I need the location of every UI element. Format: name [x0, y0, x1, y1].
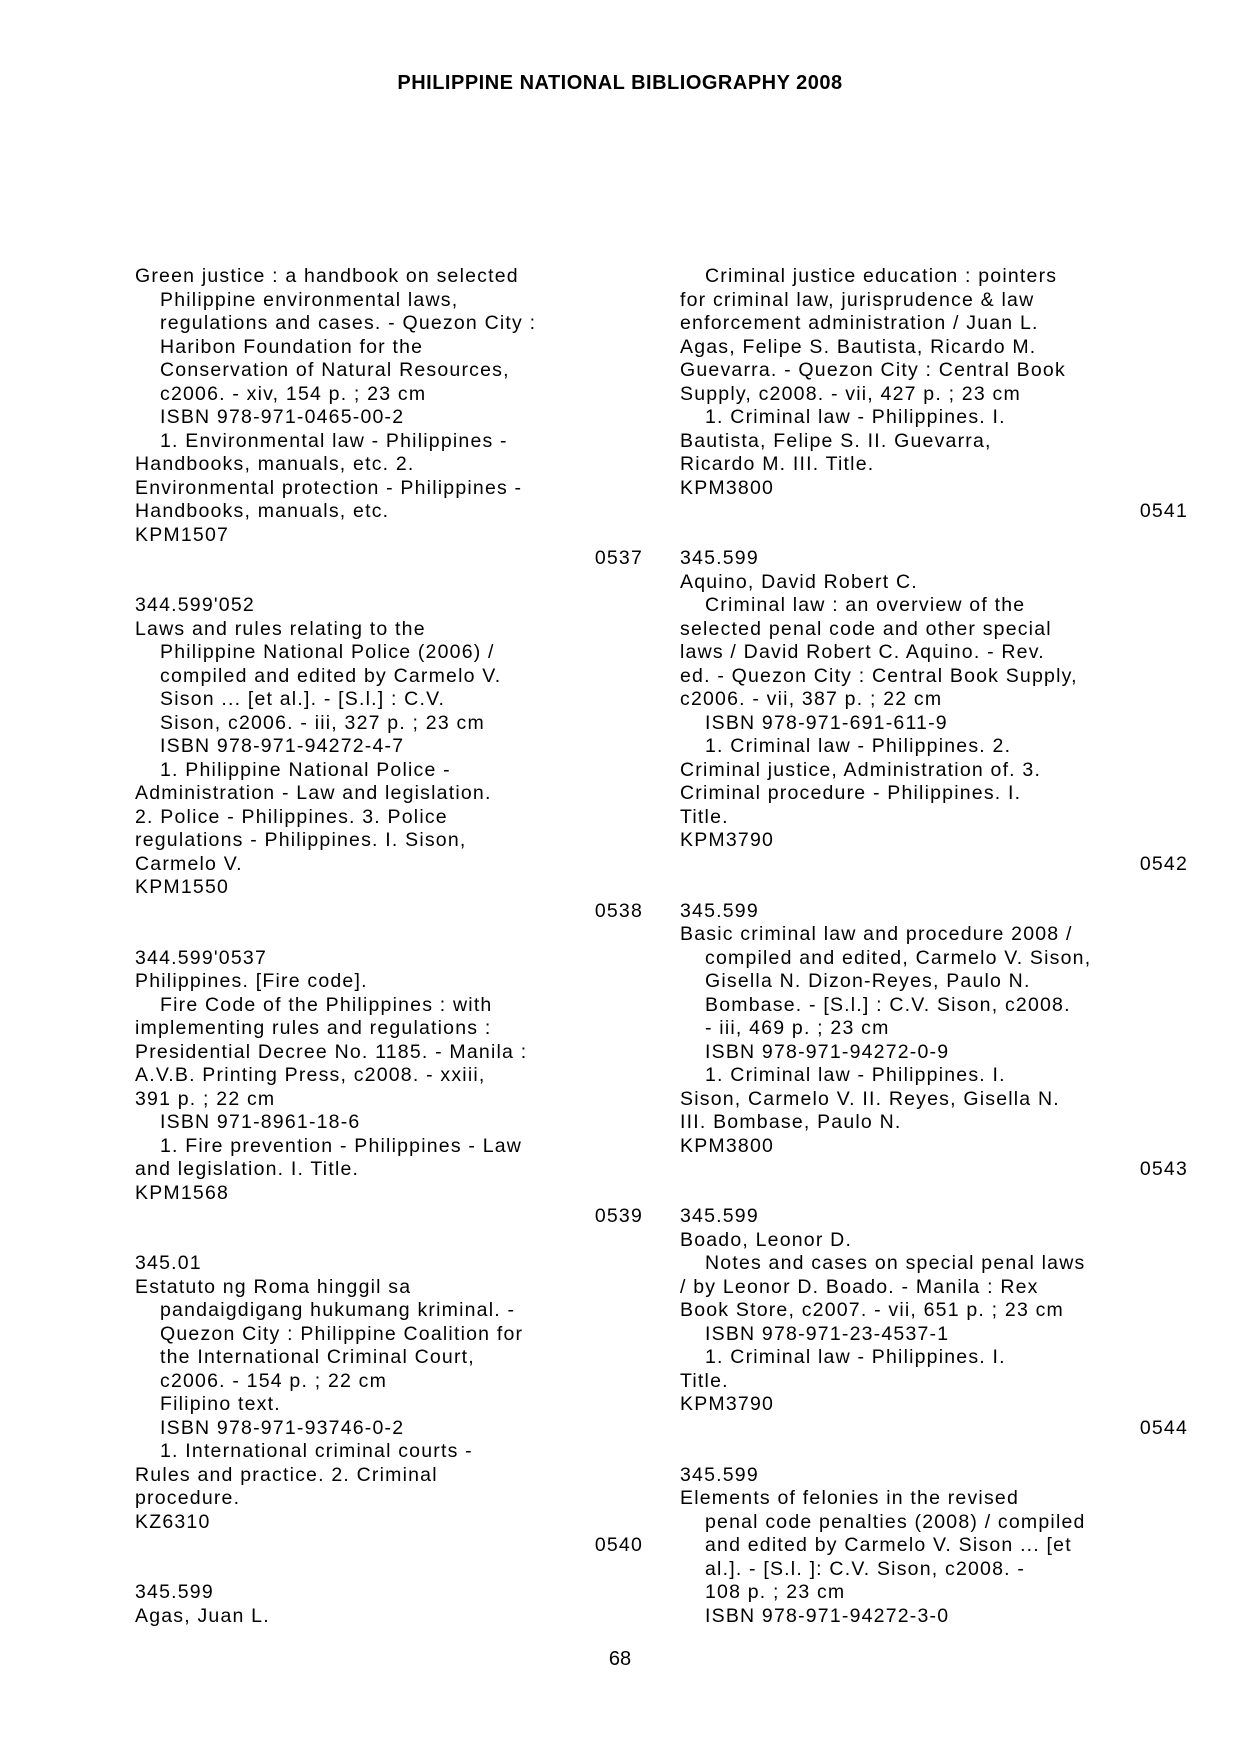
isbn: ISBN 978-971-691-611-9 — [705, 711, 948, 734]
subject-line: Handbooks, manuals, etc. — [135, 500, 390, 522]
subject-line: 1. Criminal law - Philippines. I. — [705, 1346, 1006, 1368]
subject-line: Title. — [680, 805, 729, 828]
bibliographic-entry — [680, 900, 1190, 1182]
bibliographic-entry — [680, 547, 1190, 876]
entry-line: for criminal law, jurisprudence & law — [680, 288, 1035, 311]
call-number: KPM1507 — [135, 523, 230, 546]
bibliographic-entry — [135, 1252, 645, 1558]
entry-line: Conservation of Natural Resources, — [160, 359, 510, 381]
entry-line: al.]. - [S.l. ]: C.V. Sison, c2008. - — [705, 1557, 1026, 1580]
classification-number: 344.599'0537 — [135, 946, 267, 969]
entry-number: 0538 — [594, 899, 643, 922]
entry-line: enforcement administration / Juan L. — [680, 312, 1039, 334]
call-number: KPM3800 — [680, 1134, 775, 1157]
isbn: ISBN 978-971-94272-3-0 — [705, 1604, 950, 1627]
entry-line: Philippine National Police (2006) / — [160, 641, 495, 663]
left-column — [135, 265, 645, 1652]
entry-line: Quezon City : Philippine Coalition for — [160, 1322, 524, 1345]
entry-line: regulations and cases. - Quezon City : — [160, 312, 537, 334]
entry-number: 0537 — [594, 547, 643, 569]
call-number: KZ6310 — [135, 1510, 211, 1533]
entry-line: Philippine environmental laws, — [160, 288, 459, 311]
entry-line: - iii, 469 p. ; 23 cm — [705, 1017, 890, 1039]
entry-line: c2006. - 154 p. ; 22 cm — [160, 1369, 388, 1392]
classification-number: 345.599 — [135, 1581, 214, 1603]
subject-line: 1. Environmental law - Philippines - — [160, 429, 508, 452]
subject-line: Criminal procedure - Philippines. I. — [680, 782, 1022, 804]
subject-line: Bautista, Felipe S. II. Guevarra, — [680, 429, 992, 452]
entry-number: 0542 — [1139, 852, 1188, 875]
entry-line: pandaigdigang hukumang kriminal. - — [160, 1299, 516, 1321]
subject-line: 1. Criminal law - Philippines. 2. — [705, 735, 1012, 757]
classification-number: 345.01 — [135, 1252, 202, 1274]
entry-line: Gisella N. Dizon-Reyes, Paulo N. — [705, 970, 1031, 992]
bibliographic-entry — [680, 1205, 1190, 1440]
subject-line: Administration - Law and legislation. — [135, 782, 492, 804]
subject-line: Rules and practice. 2. Criminal — [135, 1463, 438, 1486]
entry-number: 0543 — [1139, 1158, 1188, 1180]
entry-author: Agas, Juan L. — [135, 1604, 270, 1627]
entry-line: Criminal justice education : pointers — [705, 265, 1058, 287]
subject-line: 1. Criminal law - Philippines. I. — [705, 1064, 1006, 1086]
bibliographic-entry — [135, 1581, 645, 1628]
subject-line: 1. Philippine National Police - — [160, 758, 451, 781]
entry-line: Philippines. [Fire code]. — [135, 970, 368, 992]
bibliographic-entry — [680, 1464, 1190, 1629]
subject-line: Handbooks, manuals, etc. 2. — [135, 453, 415, 475]
classification-number: 345.599 — [680, 899, 759, 922]
classification-number: 345.599 — [680, 1463, 759, 1486]
entry-line: Notes and cases on special penal laws — [705, 1252, 1086, 1274]
entry-line: Bombase. - [S.l.] : C.V. Sison, c2008. — [705, 993, 1071, 1016]
isbn: ISBN 978-971-23-4537-1 — [705, 1322, 950, 1345]
subject-line: Environmental protection - Philippines - — [135, 476, 523, 499]
entry-line: implementing rules and regulations : — [135, 1017, 492, 1039]
entry-line: c2006. - xiv, 154 p. ; 23 cm — [160, 382, 427, 405]
entry-line: and edited by Carmelo V. Sison ... [et — [705, 1534, 1072, 1556]
entry-line: selected penal code and other special — [680, 617, 1052, 640]
subject-line: 1. Fire prevention - Philippines - Law — [160, 1134, 523, 1157]
entry-line: Presidential Decree No. 1185. - Manila : — [135, 1040, 528, 1063]
right-column — [680, 265, 1190, 1652]
entry-line: Elements of felonies in the revised — [680, 1487, 1019, 1509]
bibliographic-entry — [135, 594, 645, 923]
isbn: ISBN 978-971-93746-0-2 — [160, 1416, 405, 1439]
entry-line: Fire Code of the Philippines : with — [160, 993, 493, 1016]
entry-line: Book Store, c2007. - vii, 651 p. ; 23 cm — [680, 1299, 1065, 1321]
isbn: ISBN 978-971-0465-00-2 — [160, 406, 405, 428]
entry-line: Sison ... [et al.]. - [S.l.] : C.V. — [160, 688, 446, 710]
entry-line: Sison, c2006. - iii, 327 p. ; 23 cm — [160, 711, 485, 734]
note-line: Filipino text. — [160, 1393, 281, 1415]
entry-line: Basic criminal law and procedure 2008 / — [680, 923, 1073, 945]
subject-line: III. Bombase, Paulo N. — [680, 1111, 902, 1133]
page-title: PHILIPPINE NATIONAL BIBLIOGRAPHY 2008 — [397, 72, 843, 94]
entry-line: c2006. - vii, 387 p. ; 22 cm — [680, 688, 943, 710]
entry-number: 0539 — [594, 1205, 643, 1227]
entry-line: Criminal law : an overview of the — [705, 594, 1026, 616]
entry-line: penal code penalties (2008) / compiled — [705, 1510, 1086, 1533]
subject-line: Ricardo M. III. Title. — [680, 453, 875, 475]
entry-line: the International Criminal Court, — [160, 1346, 475, 1368]
page-number: 68 — [608, 1648, 632, 1670]
entry-line: ed. - Quezon City : Central Book Supply, — [680, 664, 1078, 687]
entry-line: Laws and rules relating to the — [135, 617, 426, 640]
entry-line: A.V.B. Printing Press, c2008. - xxiii, — [135, 1064, 486, 1086]
entry-line: compiled and edited by Carmelo V. — [160, 664, 502, 687]
subject-line: 2. Police - Philippines. 3. Police — [135, 805, 448, 828]
entry-line: laws / David Robert C. Aquino. - Rev. — [680, 641, 1045, 663]
entry-line: Haribon Foundation for the — [160, 335, 424, 358]
entry-line: 391 p. ; 22 cm — [135, 1087, 276, 1110]
entry-line: 108 p. ; 23 cm — [705, 1581, 846, 1603]
entry-line: Agas, Felipe S. Bautista, Ricardo M. — [680, 335, 1037, 358]
entry-author: Aquino, David Robert C. — [680, 570, 918, 593]
subject-line: Criminal justice, Administration of. 3. — [680, 758, 1042, 781]
call-number: KPM1568 — [135, 1181, 230, 1204]
classification-number: 345.599 — [680, 1205, 759, 1227]
subject-line: regulations - Philippines. I. Sison, — [135, 829, 467, 851]
subject-line: Carmelo V. — [135, 852, 243, 875]
isbn: ISBN 971-8961-18-6 — [160, 1111, 361, 1133]
isbn: ISBN 978-971-94272-4-7 — [160, 735, 405, 757]
call-number: KPM3790 — [680, 829, 775, 851]
entry-line: Estatuto ng Roma hinggil sa — [135, 1275, 412, 1298]
subject-line: and legislation. I. Title. — [135, 1158, 360, 1180]
classification-number: 345.599 — [680, 547, 759, 569]
entry-author: Boado, Leonor D. — [680, 1228, 853, 1251]
bibliographic-entry — [135, 265, 645, 571]
entry-number: 0541 — [1139, 500, 1188, 522]
subject-line: procedure. — [135, 1487, 241, 1509]
bibliographic-entry — [135, 947, 645, 1229]
subject-line: Sison, Carmelo V. II. Reyes, Gisella N. — [680, 1087, 1060, 1110]
classification-number: 344.599'052 — [135, 594, 255, 616]
subject-line: Title. — [680, 1369, 729, 1392]
entry-line: Guevarra. - Quezon City : Central Book — [680, 359, 1066, 381]
subject-line: 1. International criminal courts - — [160, 1440, 473, 1462]
entry-number: 0544 — [1139, 1416, 1188, 1439]
call-number: KPM3800 — [680, 476, 775, 499]
bibliographic-entry — [680, 265, 1190, 524]
entry-line: Green justice : a handbook on selected — [135, 265, 519, 287]
subject-line: 1. Criminal law - Philippines. I. — [705, 406, 1006, 428]
call-number: KPM1550 — [135, 876, 230, 898]
entry-line: / by Leonor D. Boado. - Manila : Rex — [680, 1275, 1039, 1298]
entry-line: compiled and edited, Carmelo V. Sison, — [705, 946, 1092, 969]
entry-line: Supply, c2008. - vii, 427 p. ; 23 cm — [680, 382, 1021, 405]
entry-number: 0540 — [594, 1534, 643, 1556]
call-number: KPM3790 — [680, 1393, 775, 1415]
isbn: ISBN 978-971-94272-0-9 — [705, 1040, 950, 1063]
